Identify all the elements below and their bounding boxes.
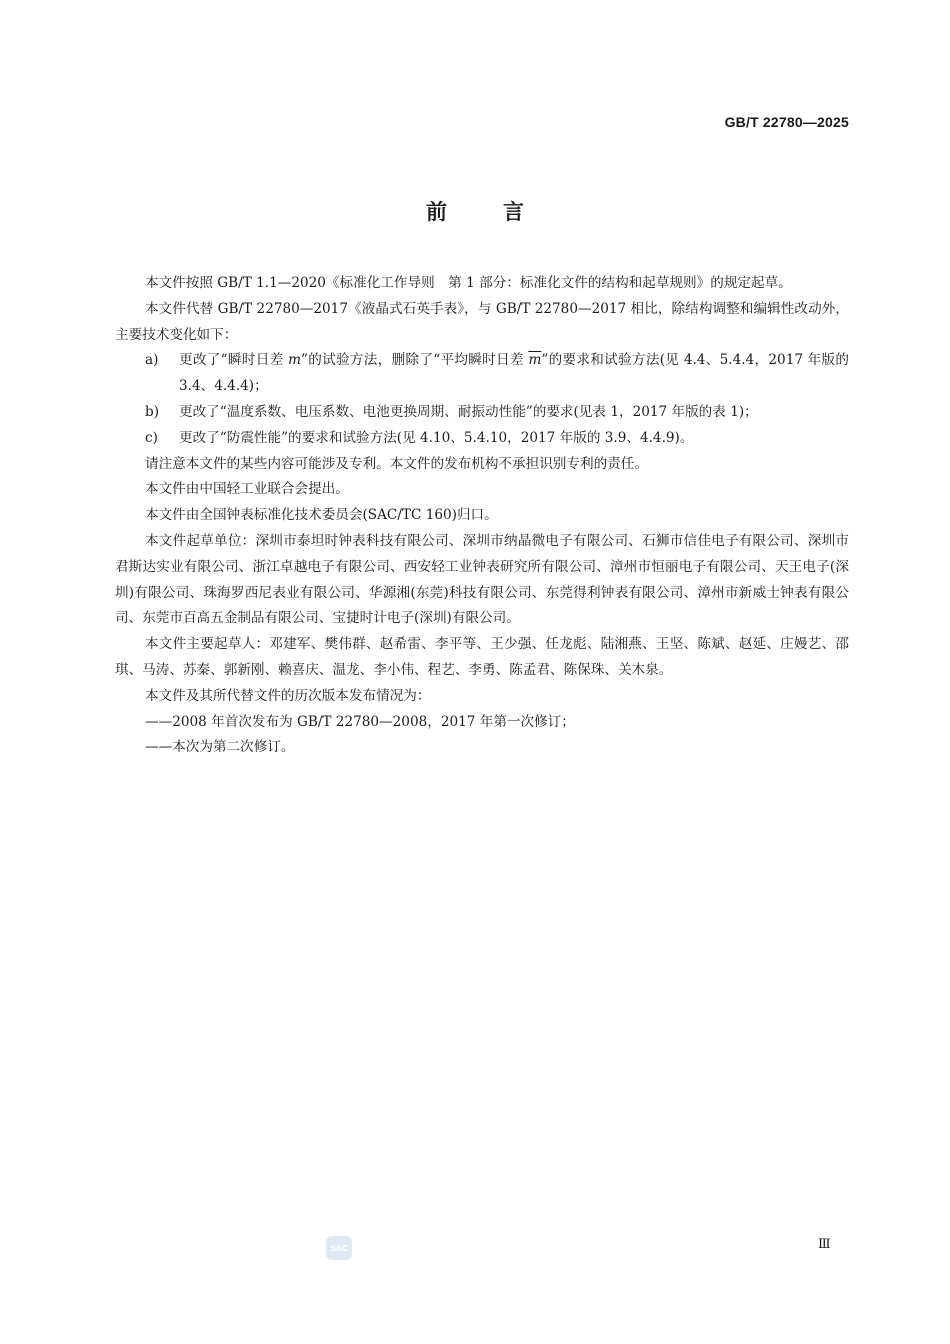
paragraph-version-history-intro: 本文件及其所代替文件的历次版本发布情况为： <box>145 687 431 704</box>
history-item-2008: ——2008 年首次发布为 GB/T 22780—2008，2017 年第一次修订； <box>145 713 575 730</box>
change-item-c-label: c) <box>145 429 158 446</box>
variable-m-bar: $\overline{m}$ <box>528 352 542 369</box>
paragraph-drafting-rules: 本文件按照 GB/T 1.1—2020《标准化工作导则 第 1 部分：标准化文件的结构和起草规则》的规定起草。 <box>145 275 792 291</box>
change-item-a-text-1: 更改了“瞬时日差 <box>179 352 289 369</box>
variable-m: m <box>288 352 301 369</box>
standard-code: GB/T 22780—2025 <box>724 114 849 130</box>
sac-watermark-logo: SAC <box>326 1236 352 1260</box>
change-item-c-text: 更改了“防震性能”的要求和试验方法(见 4.10、5.4.10，2017 年版的 3.9、4.4.9)。 <box>179 429 694 446</box>
change-item-b-text: 更改了“温度系数、电压系数、电池更换周期、耐振动性能”的要求(见表 1，2017 年版的表 1)； <box>179 403 758 420</box>
page-number: Ⅲ <box>818 1237 831 1252</box>
change-item-a <box>115 348 849 400</box>
change-item-a-text-3: ”的要求和试验方法(见 4.4、5.4.4，2017 年版的 3.4、4.4.4)； <box>179 352 849 395</box>
paragraph-drafting-organizations: 本文件起草单位：深圳市泰坦时钟表科技有限公司、深圳市纳晶微电子有限公司、石狮市信佳电子有限公司、深圳市君斯达实业有限公司、浙江卓越电子有限公司、西安轻工业钟表研究所有限公司、漳州市恒丽电子有限公司、天王电子(深圳)有限公司、珠海罗西尼表业有限公司、华源湘(东莞)科技有限公司、东莞得利钟表有限公司、漳州市新威士钟表有限公司、东莞市百高五金制品有限公司、宝捷时计电子(深圳)有限公司。 <box>115 532 849 627</box>
paragraph-main-drafters: 本文件主要起草人：邓建军、樊伟群、赵希雷、李平等、王少强、任龙彪、陆湘燕、王坚、陈斌、赵延、庄嫚艺、邵琪、马涛、苏秦、郭新刚、赖喜庆、温龙、李小伟、程艺、李勇、陈孟君、陈保珠、关木泉。 <box>115 636 849 678</box>
change-item-a-text-2: ”的试验方法，删除了“平均瞬时日差 <box>300 352 529 369</box>
history-item-current: ——本次为第二次修订。 <box>145 739 295 756</box>
change-item-b <box>115 400 849 426</box>
paragraph-patent-notice: 请注意本文件的某些内容可能涉及专利。本文件的发布机构不承担识别专利的责任。 <box>145 455 648 472</box>
paragraph-proposed-by: 本文件由中国轻工业联合会提出。 <box>145 481 349 498</box>
title-char-1: 前 <box>426 200 447 224</box>
paragraph-replaces: 本文件代替 GB/T 22780—2017《液晶式石英手表》，与 GB/T 22780—2017 相比，除结构调整和编辑性改动外，主要技术变化如下： <box>115 300 849 343</box>
foreword-body <box>115 271 849 761</box>
page-title <box>0 196 950 226</box>
title-char-2: 言 <box>503 200 524 224</box>
change-item-a-label: a) <box>145 352 159 369</box>
paragraph-under-jurisdiction: 本文件由全国钟表标准化技术委员会(SAC/TC 160)归口。 <box>145 507 498 524</box>
change-item-c <box>115 426 849 452</box>
change-item-b-label: b) <box>145 403 160 420</box>
